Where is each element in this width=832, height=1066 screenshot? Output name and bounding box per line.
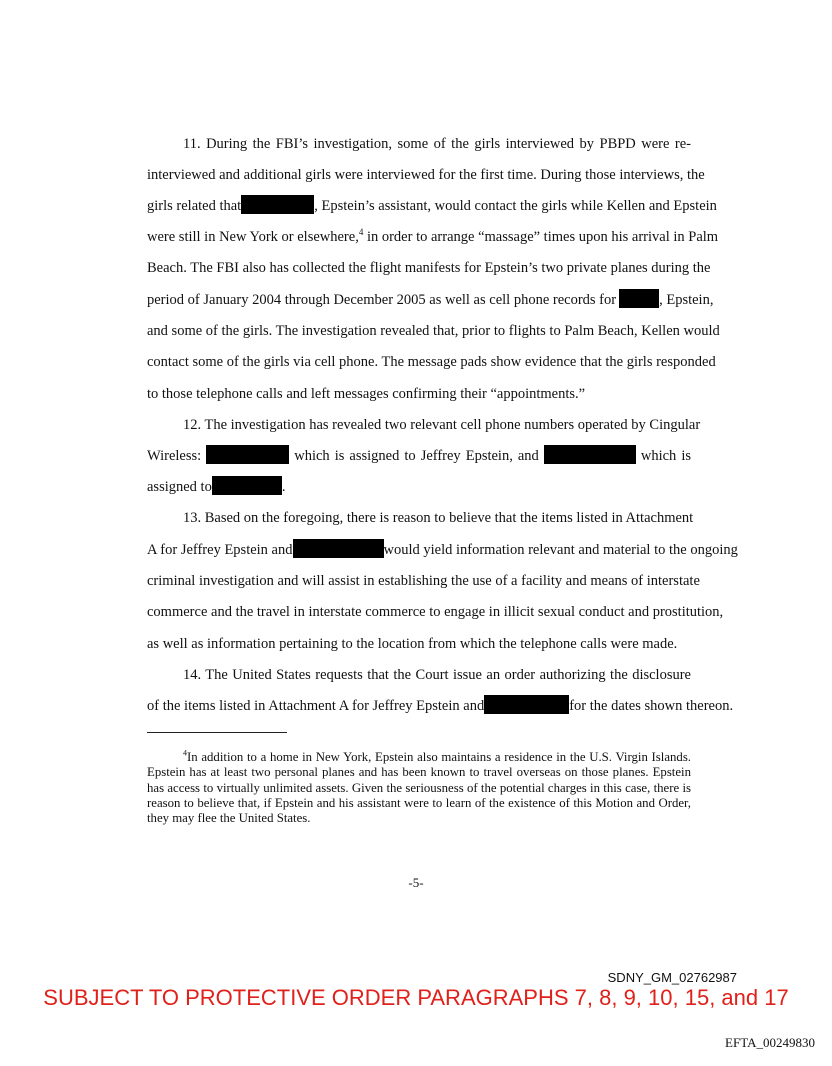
bates-number: SDNY_GM_02762987 [607,970,737,985]
text-span: girls related that [147,198,242,214]
text-span: 11. During the FBI’s investigation, some of the girls interviewed by PBPD were re- [183,136,691,152]
redaction-box [206,445,289,464]
efta-number: EFTA_00249830 [725,1035,815,1050]
paragraph-13-line-3 [147,570,700,592]
paragraph-11-line-7 [147,320,720,342]
text-span: , Epstein, [659,292,714,308]
text-span: contact some of the girls via cell phone. The message pads show evidence that the girls responded [147,354,716,370]
paragraph-13-line-4 [147,601,724,623]
text-span: to those telephone calls and left messages confirming their “appointments.” [147,386,586,402]
text-span: interviewed and additional girls were interviewed for the first time. During those interviews, the [147,167,705,183]
paragraph-11-line-2 [147,164,705,186]
text-span: criminal investigation and will assist in establishing the use of a facility and means of interstate [147,573,700,589]
paragraph-12-line-1 [147,414,701,436]
paragraph-14-line-2 [147,695,734,717]
text-span: A for Jeffrey Epstein and [147,542,293,558]
footnote-divider [147,732,287,733]
text-span: period of January 2004 through December 2005 as well as cell phone records for [147,292,617,308]
text-span: . [281,479,286,495]
redaction-box [484,695,569,714]
text-span: commerce and the travel in interstate commerce to engage in illicit sexual conduct and prostitution, [147,604,724,620]
paragraph-11-line-8 [147,351,716,373]
text-span: Beach. The FBI also has collected the flight manifests for Epstein’s two private planes during the [147,260,711,276]
paragraph-14-line-1 [147,664,691,686]
text-span: and some of the girls. The investigation revealed that, prior to flights to Palm Beach, Kellen would [147,323,720,339]
text-span: would yield information relevant and material to the ongoing [383,542,738,558]
paragraph-12-line-2 [147,445,691,467]
footnote-paragraph [147,750,691,826]
paragraph-11-line-6 [147,289,714,311]
text-span: which is assigned to Jeffrey Epstein, and [294,448,539,464]
redaction-box [544,445,636,464]
paragraph-13-line-1 [147,507,694,529]
text-span: Wireless: [147,448,202,464]
redaction-box [212,476,282,495]
paragraph-11-line-3 [147,195,717,217]
paragraph-12-line-3 [147,476,691,498]
redaction-box [293,539,384,558]
paragraph-11-line-4 [147,226,719,248]
paragraph-11-line-1 [147,133,691,155]
text-span: 12. The investigation has revealed two relevant cell phone numbers operated by Cingular [183,417,701,433]
paragraph-13-line-2 [147,539,738,561]
text-span: were still in New York or elsewhere, [147,229,359,245]
footnote [147,750,691,826]
text-span: for the dates shown thereon. [569,698,734,714]
footnote-text: In addition to a home in New York, Epstein also maintains a residence in the U.S. Virgin Islands. Epstein has at least two personal planes and has been known to travel overseas on those planes. Epstein has access to virtually unlimited assets. Given the seriousness of the potential charges in this case, there is reason to believe that, if Epstein and his assistant were to learn of the existence of this Motion and Order, they may flee the United States. [147,750,691,826]
text-span: assigned to [147,479,212,495]
paragraph-13-line-5 [147,633,691,655]
text-span: of the items listed in Attachment A for Jeffrey Epstein and [147,698,485,714]
text-span: 13. Based on the foregoing, there is reason to believe that the items listed in Attachment [183,510,694,526]
text-span: in order to arrange “massage” times upon his arrival in Palm [363,229,719,245]
text-span: 14. The United States requests that the Court issue an order authorizing the disclosure [183,667,691,683]
text-span: , Epstein’s assistant, would contact the girls while Kellen and Epstein [314,198,717,214]
page-number: -5- [408,875,424,890]
footnote-ref: 4 [358,227,364,238]
paragraph-11-line-9 [147,383,691,405]
text-span: which is [640,448,691,464]
redaction-box [241,195,314,214]
redaction-box [619,289,659,308]
paragraph-11-line-5 [147,257,711,279]
footnote-marker: 4 [183,748,187,758]
protective-order-notice: SUBJECT TO PROTECTIVE ORDER PARAGRAPHS 7, 8, 9, 10, 15, and 17 [43,985,789,1010]
text-span: as well as information pertaining to the location from which the telephone calls were made. [147,636,678,652]
